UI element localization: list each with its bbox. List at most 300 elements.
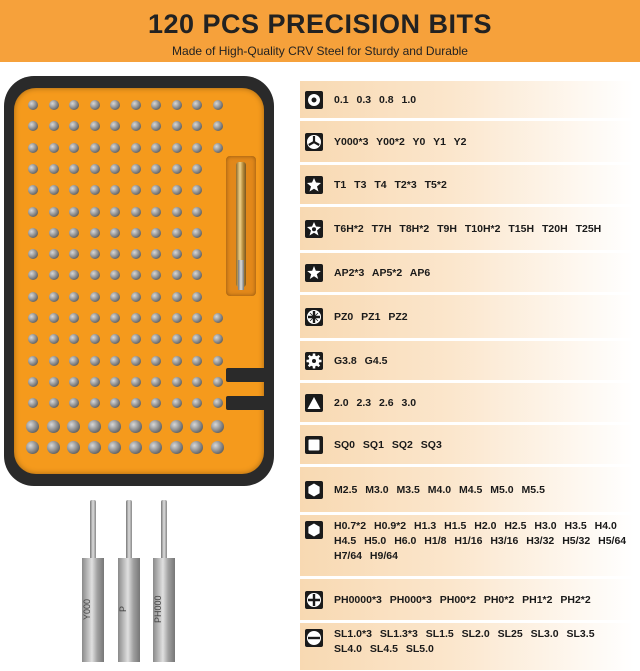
bit-head — [213, 334, 223, 344]
bit-socket — [149, 313, 163, 329]
bit-socket — [170, 249, 184, 265]
bit-socket — [129, 121, 143, 137]
bit-socket — [108, 377, 122, 393]
bit-socket — [190, 207, 204, 223]
bit-head — [211, 441, 224, 454]
bit-head — [192, 292, 202, 302]
list-item — [300, 252, 634, 292]
bit-socket — [47, 292, 61, 308]
bit-socket — [67, 270, 81, 286]
bit-socket — [47, 334, 61, 350]
bit-socket — [129, 100, 143, 116]
bit-head — [190, 420, 203, 433]
bit-head — [28, 121, 38, 131]
bit-socket — [108, 292, 122, 308]
bit-head — [192, 228, 202, 238]
bit-socket — [211, 377, 225, 393]
bit-head — [172, 185, 182, 195]
bit-head — [192, 185, 202, 195]
bit-head — [213, 100, 223, 110]
bit-socket — [149, 185, 163, 201]
bit-socket — [108, 356, 122, 372]
hex-icon — [305, 521, 323, 539]
bit-socket — [129, 143, 143, 159]
bit-socket — [88, 100, 102, 116]
bit-socket — [211, 334, 225, 350]
bit-socket — [190, 313, 204, 329]
bit-head — [49, 356, 59, 366]
bit-head — [28, 164, 38, 174]
bit-head — [149, 441, 162, 454]
bit-head — [151, 398, 161, 408]
bit-socket — [26, 356, 40, 372]
bit-head — [151, 334, 161, 344]
bit-socket — [26, 249, 40, 265]
list-item — [300, 466, 634, 512]
list-item — [300, 578, 634, 620]
bit-sizes: T1 T3 T4 T2*3 T5*2 — [334, 179, 447, 191]
bit-socket — [67, 398, 81, 414]
phillips-icon — [305, 591, 323, 609]
bit-head — [28, 334, 38, 344]
bit-socket — [129, 249, 143, 265]
bit-socket — [170, 398, 184, 414]
bit-head — [90, 121, 100, 131]
bit-head — [90, 398, 100, 408]
bit-head — [49, 398, 59, 408]
list-item — [300, 294, 634, 338]
bit-head — [26, 441, 39, 454]
bit-socket — [47, 356, 61, 372]
bit-head — [151, 121, 161, 131]
bit-head — [108, 420, 121, 433]
bit-socket — [47, 270, 61, 286]
bit-socket — [211, 121, 225, 137]
bit-socket — [88, 313, 102, 329]
bit-sizes: PZ0 PZ1 PZ2 — [334, 311, 408, 323]
list-item — [300, 514, 634, 576]
case-slot — [226, 368, 266, 382]
bit-socket — [88, 420, 102, 436]
bit-socket — [170, 185, 184, 201]
case-slot — [226, 396, 266, 410]
bit-head — [69, 270, 79, 280]
bit-head — [192, 377, 202, 387]
bit-sizes: 0.1 0.3 0.8 1.0 — [334, 94, 417, 106]
bit-head — [28, 228, 38, 238]
bit-socket — [26, 121, 40, 137]
bit-head — [28, 377, 38, 387]
bit-socket — [108, 207, 122, 223]
bit-socket — [190, 441, 204, 457]
bit-head — [172, 313, 182, 323]
slotted-icon — [305, 629, 323, 647]
bit-head — [213, 377, 223, 387]
bit-head — [151, 207, 161, 217]
bit-head — [69, 121, 79, 131]
bit-socket — [67, 420, 81, 436]
tri-wing-icon — [305, 133, 323, 151]
bit-head — [131, 228, 141, 238]
bit-socket — [108, 420, 122, 436]
bit-socket — [47, 228, 61, 244]
bit-socket — [26, 420, 40, 436]
bit-head — [151, 100, 161, 110]
hexagon-icon — [305, 481, 323, 499]
bit-head — [172, 100, 182, 110]
bit-head — [69, 185, 79, 195]
bit-head — [28, 143, 38, 153]
bit-socket — [88, 143, 102, 159]
bit-head — [69, 228, 79, 238]
torx-hole-icon — [305, 220, 323, 238]
bit-head — [129, 441, 142, 454]
bit-head — [90, 377, 100, 387]
bit-socket — [26, 398, 40, 414]
bit-head — [172, 143, 182, 153]
bit-socket — [108, 100, 122, 116]
bit-socket — [170, 207, 184, 223]
bit-head — [90, 207, 100, 217]
bit-head — [131, 313, 141, 323]
bit-socket — [88, 292, 102, 308]
bit-socket — [88, 356, 102, 372]
bit-head — [172, 356, 182, 366]
bit-socket — [88, 121, 102, 137]
bit-socket — [190, 398, 204, 414]
bit-head — [49, 100, 59, 110]
bit-head — [192, 100, 202, 110]
bit-socket — [26, 185, 40, 201]
bit-socket — [129, 313, 143, 329]
bit-head — [28, 185, 38, 195]
bit-head — [172, 249, 182, 259]
bit-socket — [149, 356, 163, 372]
bit-head — [131, 164, 141, 174]
bit-socket — [149, 377, 163, 393]
bit-sizes: H0.7*2 H0.9*2 H1.3 H1.5 H2.0 H2.5 H3.0 H3.5 H4.0 H4.5 H5.0 H6.0 H1/8 H1/16 H3/16 H3/32 H5/32 H5/64 H7/64 H9/64 — [334, 520, 627, 562]
bit-sizes: M2.5 M3.0 M3.5 M4.0 M4.5 M5.0 M5.5 — [334, 484, 545, 496]
bit-socket — [149, 441, 163, 457]
bit-socket — [47, 143, 61, 159]
bit-socket — [47, 377, 61, 393]
bit-head — [49, 313, 59, 323]
bit-head — [131, 249, 141, 259]
bit-head — [192, 334, 202, 344]
bit-head — [151, 270, 161, 280]
title-banner — [0, 0, 640, 62]
bit-socket — [26, 228, 40, 244]
bit-socket — [47, 100, 61, 116]
bit-socket — [88, 185, 102, 201]
bit-socket — [170, 143, 184, 159]
bit-socket — [88, 441, 102, 457]
bit-head — [172, 398, 182, 408]
screwdriver-tip — [238, 260, 244, 290]
bit-socket — [108, 164, 122, 180]
bit-socket — [170, 377, 184, 393]
bit-head — [131, 270, 141, 280]
bit-sizes: SL1.0*3 SL1.3*3 SL1.5 SL2.0 SL25 SL3.0 SL3.5 SL4.0 SL4.5 SL5.0 — [334, 628, 595, 655]
bit-socket — [26, 207, 40, 223]
bit-socket — [190, 100, 204, 116]
bit-head — [151, 185, 161, 195]
bit-head — [108, 441, 121, 454]
bit-head — [69, 164, 79, 174]
bit-head — [190, 441, 203, 454]
bit-head — [170, 420, 183, 433]
bit-socket — [190, 377, 204, 393]
bit-socket — [108, 270, 122, 286]
bit-head — [192, 270, 202, 280]
bit-head — [49, 292, 59, 302]
bit-head — [110, 207, 120, 217]
bit-head — [213, 143, 223, 153]
bit-socket — [149, 207, 163, 223]
spare-bit-ph000 — [153, 500, 175, 662]
bit-sizes: T6H*2 T7H T8H*2 T9H T10H*2 T15H T20H T25H — [334, 223, 602, 235]
bit-head — [90, 164, 100, 174]
bit-head — [131, 121, 141, 131]
bit-sizes: Y000*3 Y00*2 Y0 Y1 Y2 — [334, 136, 467, 148]
bit-head — [69, 207, 79, 217]
bit-head — [69, 334, 79, 344]
bit-head — [149, 420, 162, 433]
bit-socket — [170, 356, 184, 372]
list-item — [300, 80, 634, 118]
bit-head — [49, 121, 59, 131]
bit-head — [49, 185, 59, 195]
bit-socket — [149, 143, 163, 159]
bit-socket — [47, 121, 61, 137]
bit-socket — [170, 270, 184, 286]
bit-head — [49, 228, 59, 238]
bit-socket — [67, 356, 81, 372]
bit-socket — [211, 356, 225, 372]
bit-head — [49, 164, 59, 174]
bit-socket — [26, 334, 40, 350]
bit-socket — [129, 270, 143, 286]
bit-socket — [129, 185, 143, 201]
bit-head — [28, 270, 38, 280]
bit-head — [151, 164, 161, 174]
bit-socket — [129, 164, 143, 180]
bit-socket — [170, 121, 184, 137]
bit-head — [131, 100, 141, 110]
bit-socket — [190, 356, 204, 372]
bit-socket — [149, 420, 163, 436]
bit-head — [90, 313, 100, 323]
list-item — [300, 424, 634, 464]
bit-head — [110, 334, 120, 344]
bit-head — [170, 441, 183, 454]
bit-head — [90, 270, 100, 280]
bit-socket — [88, 249, 102, 265]
bit-socket — [67, 334, 81, 350]
circle-icon — [305, 91, 323, 109]
bit-head — [151, 249, 161, 259]
bit-head — [211, 420, 224, 433]
bit-head — [172, 270, 182, 280]
bit-head — [110, 313, 120, 323]
bit-sizes: SQ0 SQ1 SQ2 SQ3 — [334, 439, 442, 451]
bit-socket — [47, 441, 61, 457]
bit-head — [192, 164, 202, 174]
bit-head — [69, 398, 79, 408]
list-item — [300, 164, 634, 204]
bit-socket — [47, 207, 61, 223]
bit-head — [69, 143, 79, 153]
bit-head — [49, 270, 59, 280]
bit-socket — [26, 377, 40, 393]
bit-head — [110, 377, 120, 387]
bit-sizes: G3.8 G4.5 — [334, 355, 388, 367]
bit-socket — [149, 164, 163, 180]
bit-socket — [26, 441, 40, 457]
bit-socket — [190, 334, 204, 350]
bit-socket — [190, 164, 204, 180]
bit-socket — [26, 292, 40, 308]
bit-socket — [67, 121, 81, 137]
bit-head — [131, 143, 141, 153]
pentalobe-icon — [305, 264, 323, 282]
bit-socket — [129, 356, 143, 372]
bit-head — [151, 356, 161, 366]
bit-sizes: AP2*3 AP5*2 AP6 — [334, 267, 431, 279]
bit-head — [172, 164, 182, 174]
bit-sizes: 2.0 2.3 2.6 3.0 — [334, 397, 417, 409]
bit-socket — [47, 164, 61, 180]
bit-socket — [47, 420, 61, 436]
bit-socket — [88, 334, 102, 350]
bit-head — [28, 249, 38, 259]
bit-head — [192, 356, 202, 366]
bit-head — [90, 185, 100, 195]
bit-socket — [170, 441, 184, 457]
bit-socket — [88, 228, 102, 244]
bit-head — [110, 228, 120, 238]
torx-icon — [305, 176, 323, 194]
bit-socket — [190, 121, 204, 137]
bit-socket — [190, 143, 204, 159]
bit-head — [151, 143, 161, 153]
bit-socket — [108, 441, 122, 457]
bit-socket — [149, 292, 163, 308]
bit-socket — [108, 334, 122, 350]
bit-head — [28, 313, 38, 323]
bit-socket — [211, 441, 225, 457]
bit-socket — [129, 441, 143, 457]
bit-head — [69, 356, 79, 366]
bit-head — [131, 398, 141, 408]
bit-socket — [88, 377, 102, 393]
bit-socket — [211, 313, 225, 329]
bit-head — [110, 100, 120, 110]
bit-socket — [26, 164, 40, 180]
bit-head — [172, 334, 182, 344]
bit-head — [69, 313, 79, 323]
bit-socket — [67, 100, 81, 116]
bit-head — [47, 441, 60, 454]
bit-socket — [129, 228, 143, 244]
bit-shaft — [90, 500, 96, 560]
bit-head — [110, 398, 120, 408]
bit-socket — [26, 100, 40, 116]
bit-head — [90, 334, 100, 344]
bit-socket — [88, 398, 102, 414]
bit-head — [131, 185, 141, 195]
bit-head — [110, 249, 120, 259]
bit-head — [172, 228, 182, 238]
bit-head — [28, 207, 38, 217]
bit-socket — [190, 292, 204, 308]
bit-socket — [129, 377, 143, 393]
bit-socket — [26, 143, 40, 159]
bit-head — [90, 292, 100, 302]
bit-head — [192, 313, 202, 323]
bit-head — [90, 249, 100, 259]
bit-socket — [88, 270, 102, 286]
bit-head — [90, 356, 100, 366]
bit-socket — [149, 228, 163, 244]
bit-shaft — [126, 500, 132, 560]
bit-head — [49, 377, 59, 387]
bit-socket — [149, 121, 163, 137]
bit-socket — [211, 100, 225, 116]
pozidriv-icon — [305, 308, 323, 326]
bit-head — [69, 100, 79, 110]
bit-label: PH000 — [153, 595, 163, 623]
bit-head — [67, 441, 80, 454]
bit-head — [213, 356, 223, 366]
bit-socket — [170, 420, 184, 436]
bit-head — [110, 164, 120, 174]
bit-head — [192, 398, 202, 408]
bit-socket — [67, 377, 81, 393]
bit-head — [151, 313, 161, 323]
bit-socket — [108, 398, 122, 414]
bit-socket — [67, 292, 81, 308]
bit-head — [90, 228, 100, 238]
bit-head — [131, 356, 141, 366]
bit-socket — [67, 249, 81, 265]
page-title: 120 PCS PRECISION BITS — [147, 9, 493, 39]
bit-socket — [47, 185, 61, 201]
bit-socket — [67, 207, 81, 223]
bit-head — [129, 420, 142, 433]
bit-socket — [170, 100, 184, 116]
bit-socket — [211, 420, 225, 436]
bit-head — [110, 356, 120, 366]
list-item — [300, 120, 634, 162]
bit-socket — [149, 398, 163, 414]
bit-head — [131, 292, 141, 302]
bit-head — [69, 249, 79, 259]
bit-socket — [149, 249, 163, 265]
bit-socket — [129, 207, 143, 223]
bit-socket — [149, 270, 163, 286]
bit-head — [110, 143, 120, 153]
square-icon — [305, 436, 323, 454]
bit-socket — [108, 185, 122, 201]
bit-head — [49, 207, 59, 217]
bit-socket — [108, 121, 122, 137]
bit-head — [151, 377, 161, 387]
bit-head — [192, 121, 202, 131]
bit-socket — [170, 313, 184, 329]
bit-head — [213, 313, 223, 323]
bit-socket — [47, 249, 61, 265]
